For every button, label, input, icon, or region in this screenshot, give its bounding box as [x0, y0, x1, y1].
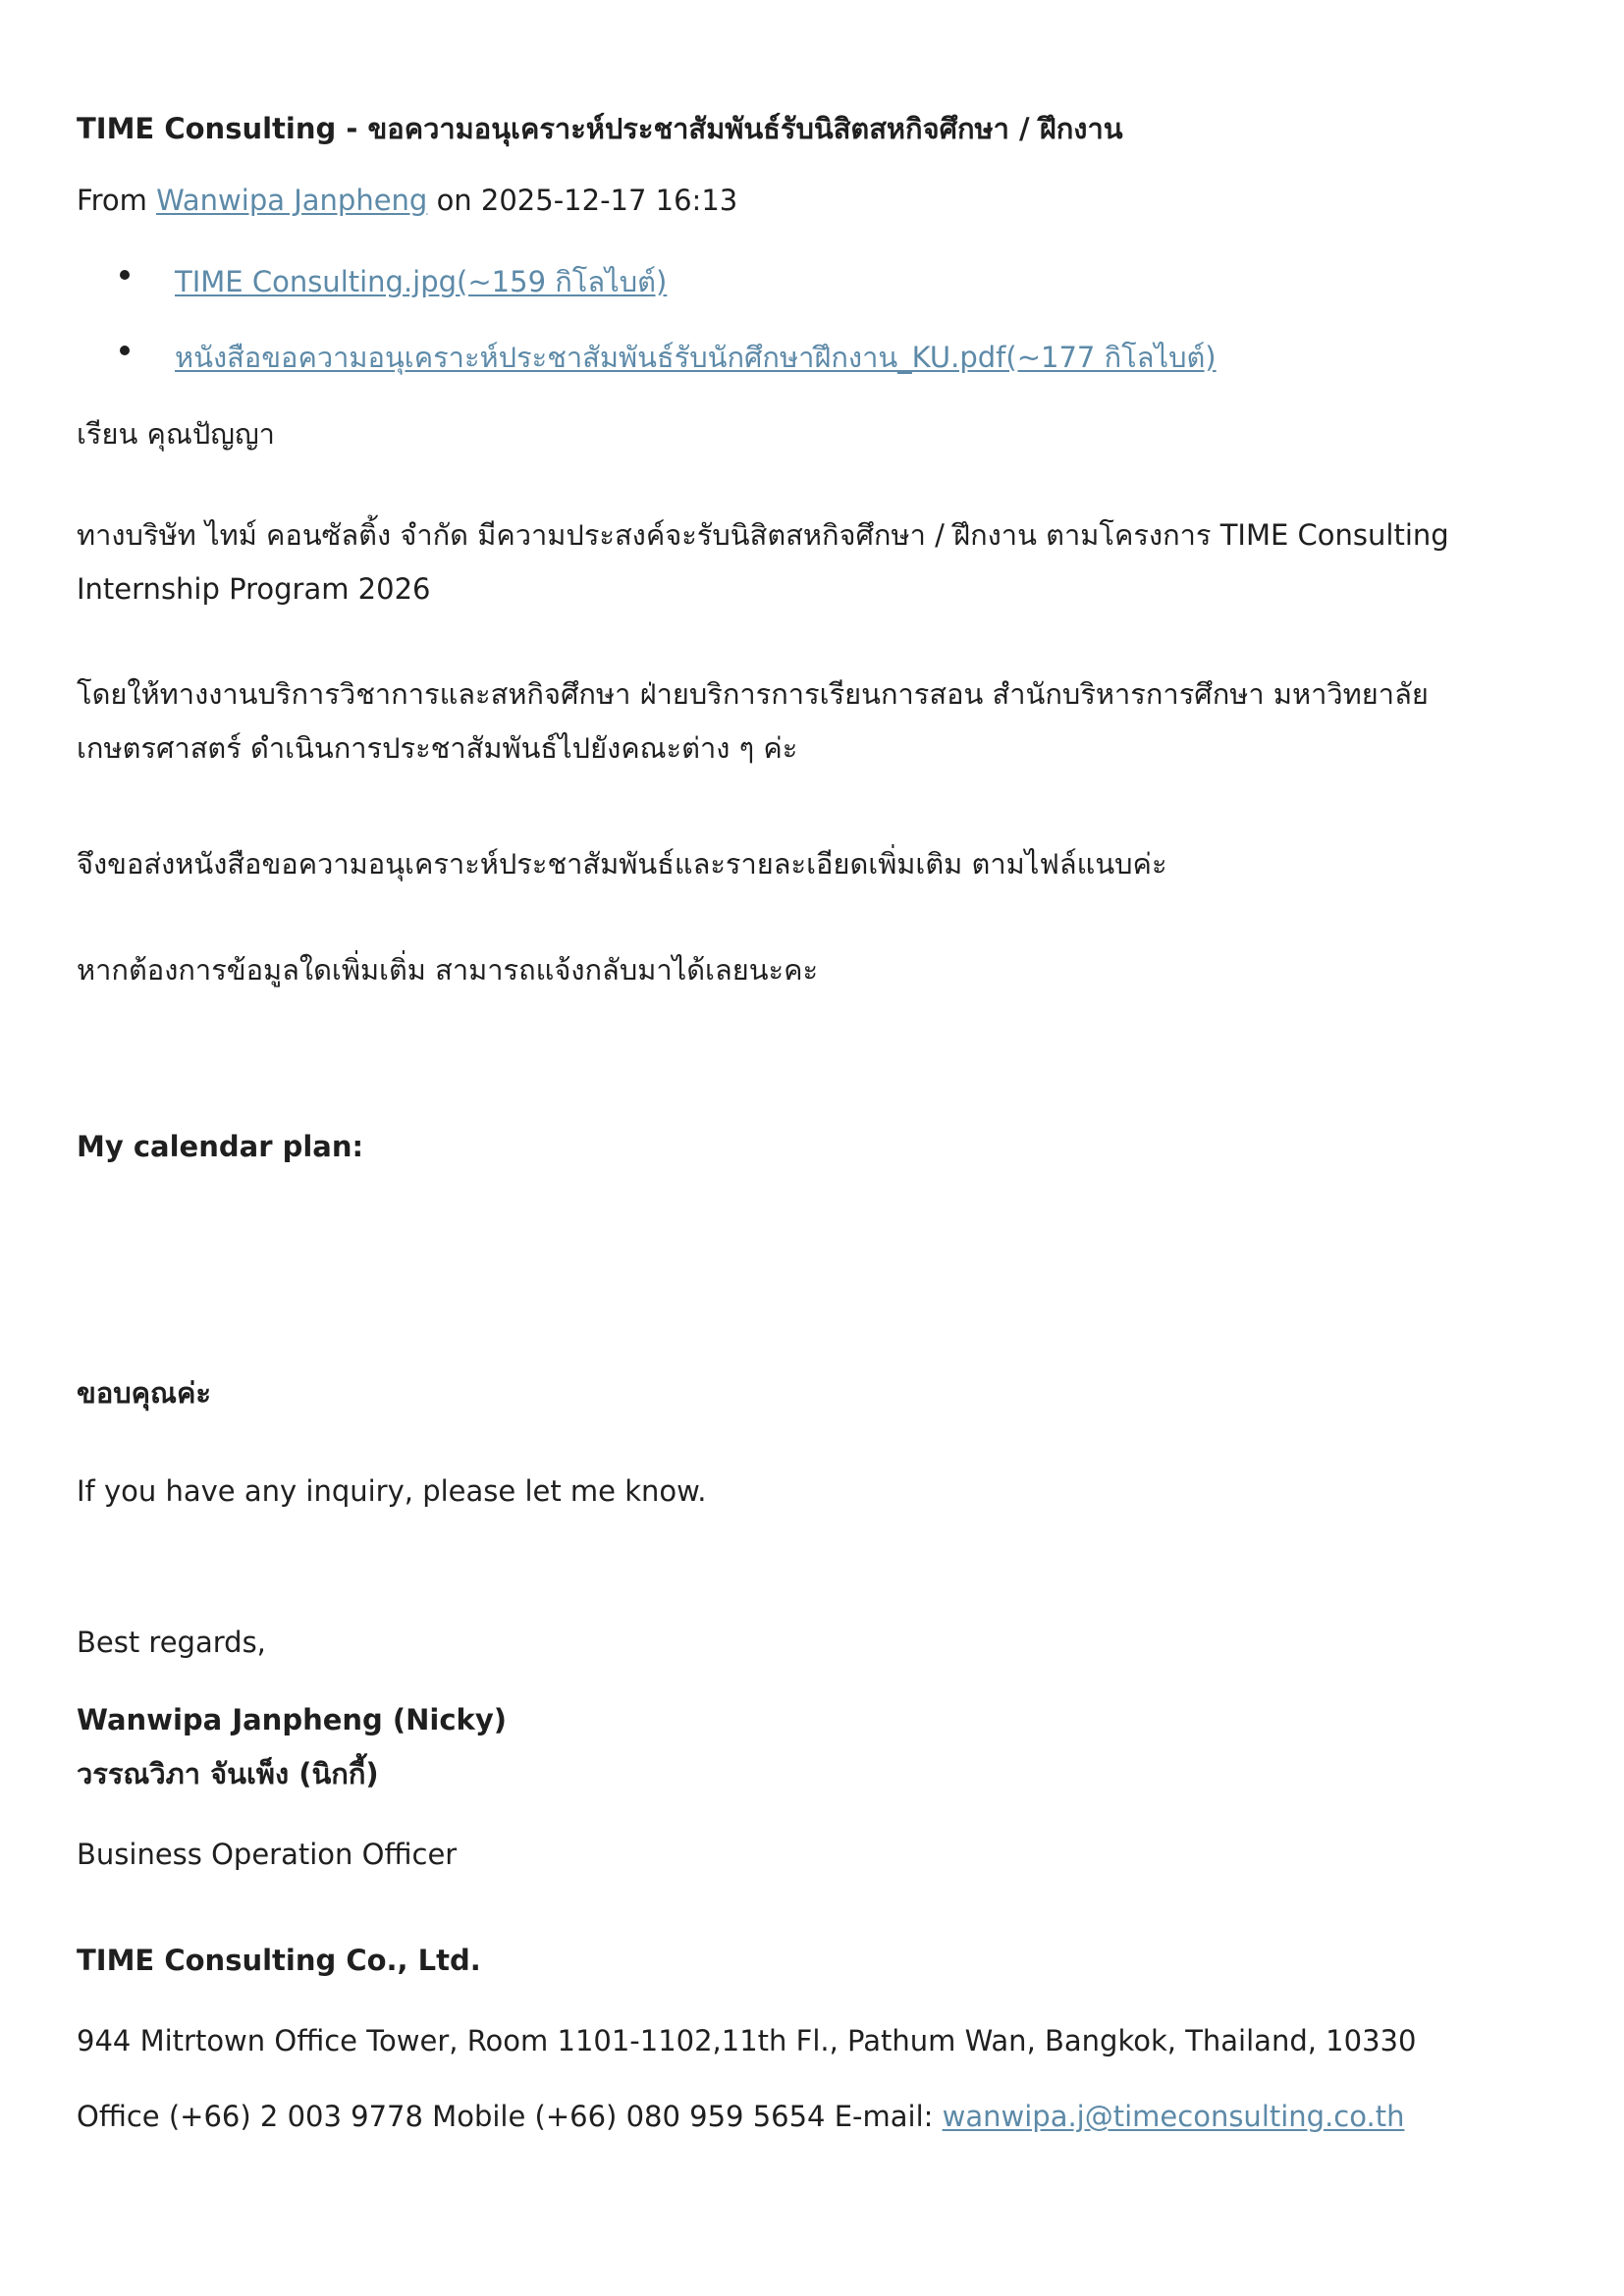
- signature-company: TIME Consulting Co., Ltd.: [77, 1944, 481, 1977]
- from-prefix: From: [77, 184, 147, 217]
- closing-text: Best regards,: [77, 1626, 266, 1659]
- body-paragraph: หากต้องการข้อมูลใดเพิ่มเติ่ม สามารถแจ้งกลับมาได้เลยนะคะ: [77, 953, 819, 987]
- attachment-link-jpg[interactable]: TIME Consulting.jpg(~159 กิโลไบต์): [175, 265, 668, 298]
- calendar-label: My calendar plan:: [77, 1130, 364, 1163]
- signature-name-th: วรรณวิภา จันเพ็ง (นิกกี้): [77, 1757, 379, 1790]
- signature-name-en: Wanwipa Janpheng (Nicky): [77, 1703, 508, 1736]
- contact-numbers: Office (+66) 2 003 9778 Mobile (+66) 080 959 5654 E-mail:: [77, 2100, 934, 2133]
- email-date: on 2025-12-17 16:13: [436, 184, 738, 217]
- thanks-text: ขอบคุณค่ะ: [77, 1376, 211, 1410]
- signature-contact: [77, 2100, 1549, 2133]
- greeting: เรียน คุณปัญญา: [77, 417, 275, 451]
- body-paragraph: โดยให้ทางงานบริการวิชาการและสหกิจศึกษา ฝ่ายบริการการเรียนการสอน สำนักบริหารการศึกษา มหาวิทยาลัยเกษตรศาสตร์ ดำเนินการประชาสัมพันธ์ไปยังคณะต่าง ๆ ค่ะ: [77, 677, 1429, 765]
- signature-address: 944 Mitrtown Office Tower, Room 1101-1102,11th Fl., Pathum Wan, Bangkok, Thailand, 10330: [77, 2024, 1417, 2057]
- bullet-icon: [120, 270, 130, 280]
- inquiry-text: If you have any inquiry, please let me know.: [77, 1474, 707, 1508]
- sender-link[interactable]: Wanwipa Janpheng: [156, 184, 428, 217]
- signature-title: Business Operation Officer: [77, 1838, 458, 1871]
- attachment-link-pdf[interactable]: หนังสือขอความอนุเคราะห์ประชาสัมพันธ์รับนักศึกษาฝึกงาน_KU.pdf(~177 กิโลไบต์): [175, 341, 1217, 374]
- body-paragraph: ทางบริษัท ไทม์ คอนซัลติ้ง จำกัด มีความประสงค์จะรับนิสิตสหกิจศึกษา / ฝึกงาน ตามโครงการ TIME Consulting Internship Program 2026: [77, 518, 1449, 606]
- email-link[interactable]: wanwipa.j@timeconsulting.co.th: [942, 2100, 1405, 2133]
- email-meta: [77, 184, 1549, 217]
- attachment-item: [128, 259, 667, 304]
- body-paragraph: จึงขอส่งหนังสือขอความอนุเคราะห์ประชาสัมพันธ์และรายละเอียดเพิ่มเติม ตามไฟล์แนบค่ะ: [77, 847, 1167, 881]
- email-subject: TIME Consulting - ขอความอนุเคราะห์ประชาสัมพันธ์รับนิสิตสหกิจศึกษา / ฝึกงาน: [77, 112, 1123, 145]
- bullet-icon: [120, 346, 130, 355]
- attachment-item: [128, 335, 1217, 380]
